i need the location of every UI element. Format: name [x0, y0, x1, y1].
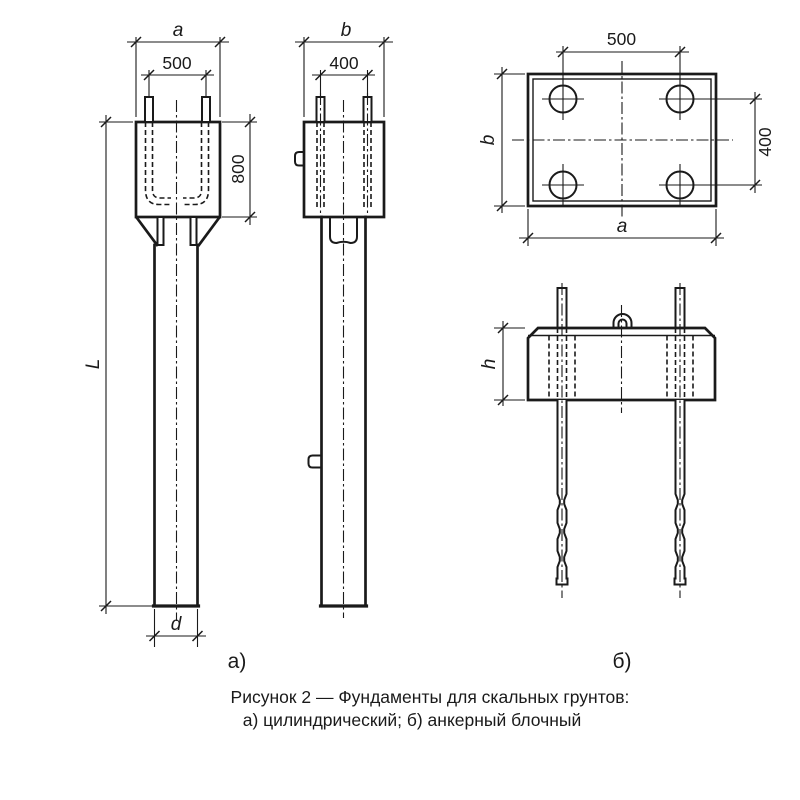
dim-block-height: [479, 321, 525, 406]
anchor-bolt-stub: [202, 97, 210, 122]
j-bolt-hidden: [183, 122, 209, 205]
dim-plan-width-label: a: [616, 216, 628, 237]
taper-rib: [158, 217, 164, 245]
dim-plan-bolt-spacing-y-label: 400: [755, 127, 775, 157]
taper-edge: [199, 218, 219, 245]
figure-caption-line2: а) цилиндрический; б) анкерный блочный: [242, 710, 582, 730]
j-bolt-hidden: [153, 122, 172, 198]
dim-block-height-label: h: [479, 358, 500, 370]
dim-side-width-label: b: [340, 20, 352, 41]
bolt-hole: [542, 164, 584, 206]
j-bolt-hidden: [183, 122, 202, 198]
dim-front-bolt-spacing-label: 500: [162, 53, 192, 73]
side-view: [295, 20, 393, 618]
bolt-hole: [542, 78, 584, 120]
taper-edge: [137, 218, 157, 245]
dim-side-bolt-spacing-label: 400: [329, 53, 359, 73]
dim-front-length-label: L: [83, 358, 104, 370]
view-label-b: б): [612, 650, 632, 673]
view-label-a: а): [227, 650, 247, 673]
side-lug: [309, 456, 322, 468]
dim-front-diameter-label: d: [170, 614, 182, 635]
dim-plan-bolt-spacing-x: [556, 29, 689, 84]
anchor-block-view: [479, 283, 715, 598]
bolt-hole: [659, 164, 701, 206]
lifting-loop-outer: [614, 314, 632, 328]
bolt-hole: [659, 78, 701, 120]
front-view: [83, 20, 257, 647]
side-lug: [295, 152, 304, 166]
dim-plan-bolt-spacing-y: [695, 92, 775, 193]
j-bolt-hidden: [146, 122, 172, 205]
dim-front-length: [83, 115, 152, 614]
dim-front-width-label: a: [172, 20, 184, 41]
figure-caption-line1: Рисунок 2 — Фундаменты для скальных грунтов:: [230, 687, 630, 707]
dim-front-cap-height-label: 800: [228, 154, 248, 184]
dim-front-cap-height: [222, 114, 257, 225]
dim-plan-bolt-spacing-x-label: 500: [606, 29, 637, 49]
taper-rib: [191, 217, 197, 245]
anchor-bolt-stub: [145, 97, 153, 122]
dim-plan-depth-label: b: [478, 134, 499, 146]
dim-front-bolt-spacing: [141, 53, 214, 97]
plan-view: [478, 29, 775, 246]
dim-side-bolt-spacing: [312, 53, 375, 97]
foundation-cap-front: [136, 122, 220, 217]
